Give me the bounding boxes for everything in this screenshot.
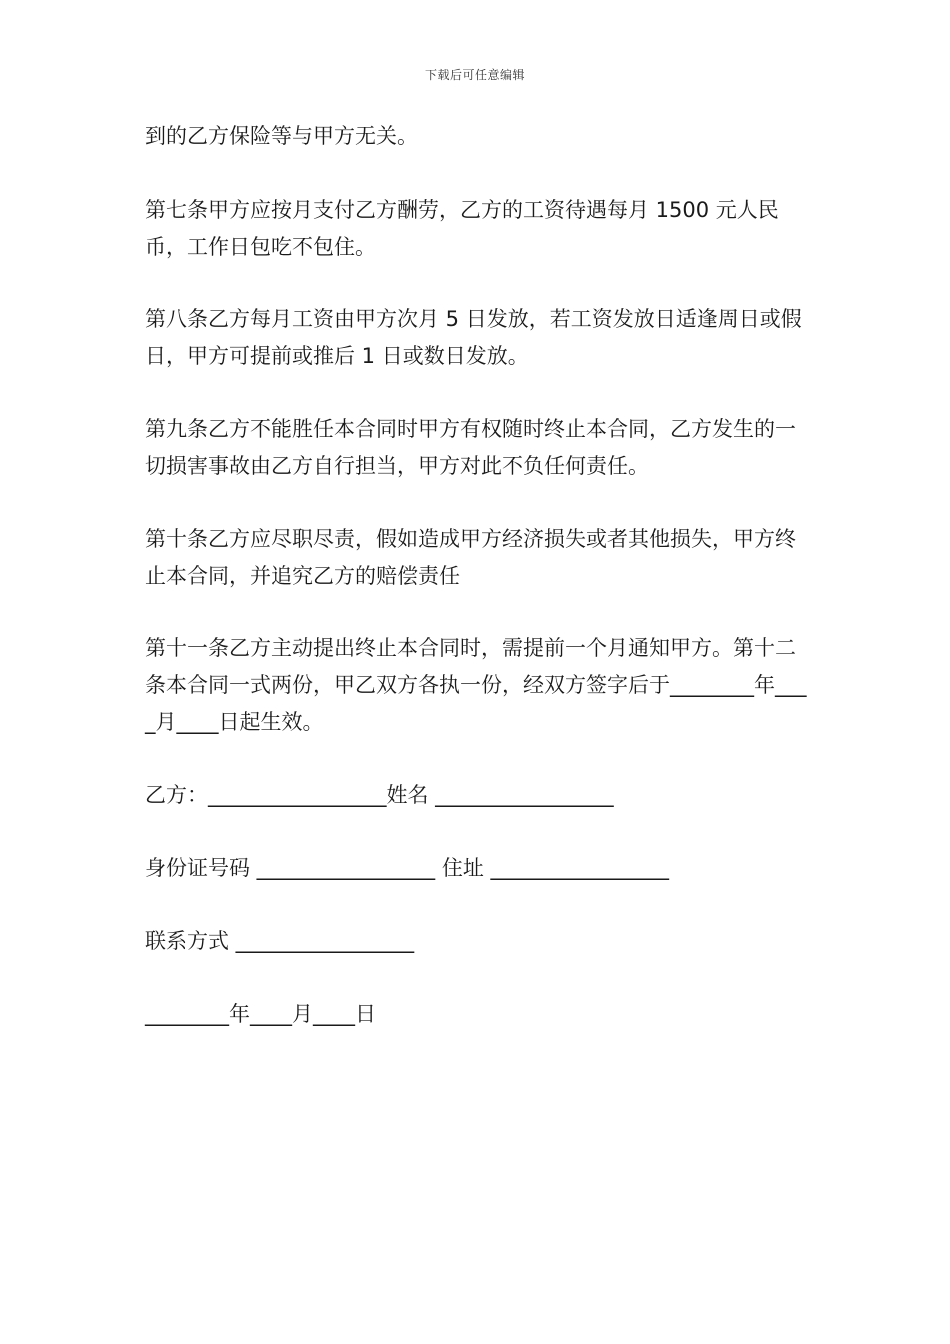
signature-party-line: 乙方：_________________姓名 _________________ [145,783,614,807]
signature-id-line: 身份证号码 _________________ 住址 _________________ [145,856,670,880]
paragraph-article-10: 第十条乙方应尽职尽责，假如造成甲方经济损失或者其他损失，甲方终止本合同，并追究乙方的赔偿责任 [145,527,796,588]
paragraph-insurance: 到的乙方保险等与甲方无关。 [145,124,418,148]
paragraph-article-8: 第八条乙方每月工资由甲方次月 5 日发放，若工资发放日适逢周日或假日，甲方可提前或推后 1 日或数日发放。 [145,307,802,368]
signature-date-line: ________年____月____日 [145,1002,376,1026]
signature-contact-line: 联系方式 _________________ [145,929,415,953]
paragraph-article-11-12: 第十一条乙方主动提出终止本合同时，需提前一个月通知甲方。第十二条本合同一式两份，甲乙双方各执一份，经双方签字后于________年____月____日起生效。 [145,636,807,734]
paragraph-article-9: 第九条乙方不能胜任本合同时甲方有权随时终止本合同，乙方发生的一切损害事故由乙方自行担当，甲方对此不负任何责任。 [145,417,796,478]
page-header-note: 下载后可任意编辑 [424,68,525,82]
paragraph-article-7: 第七条甲方应按月支付乙方酬劳，乙方的工资待遇每月 1500 元人民币，工作日包吃不包住。 [145,198,779,259]
